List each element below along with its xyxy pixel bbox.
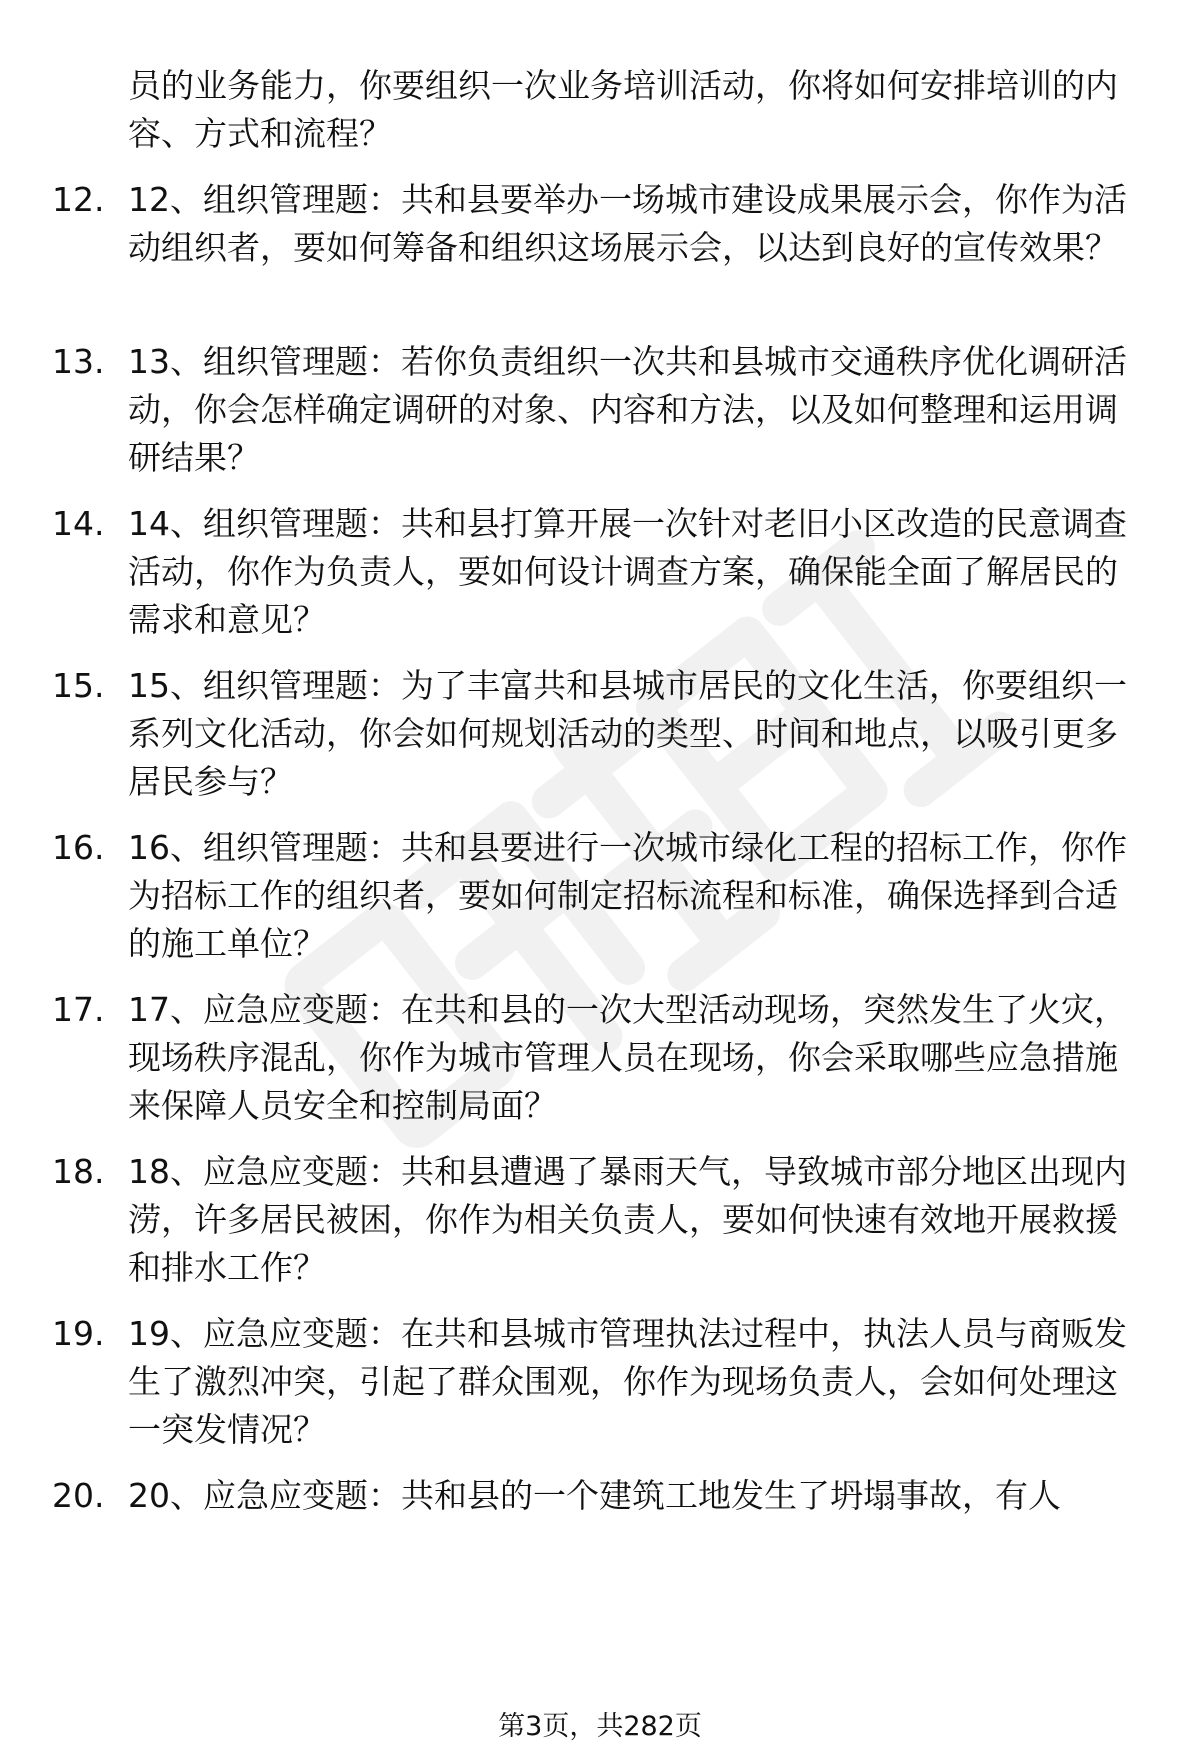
question-text: 20、应急应变题：共和县的一个建筑工地发生了坍塌事故，有人 [128, 1476, 1061, 1515]
question-text: 17、应急应变题：在共和县的一次大型活动现场，突然发生了火灾，现场秩序混乱，你作为城市管理人员在现场，你会采取哪些应急措施来保障人员安全和控制局面？ [128, 990, 1127, 1125]
list-number: 13. [52, 342, 105, 381]
list-number: 19. [52, 1314, 105, 1353]
list-number: 14. [52, 504, 105, 543]
question-text: 12、组织管理题：共和县要举办一场城市建设成果展示会，你作为活动组织者，要如何筹备和组织这场展示会，以达到良好的宣传效果？ [128, 180, 1127, 267]
question-text: 15、组织管理题：为了丰富共和县城市居民的文化生活，你要组织一系列文化活动，你会如何规划活动的类型、时间和地点，以吸引更多居民参与？ [128, 666, 1127, 801]
question-text: 14、组织管理题：共和县打算开展一次针对老旧小区改造的民意调查活动，你作为负责人，要如何设计调查方案，确保能全面了解居民的需求和意见？ [128, 504, 1127, 639]
question-text: 13、组织管理题：若你负责组织一次共和县城市交通秩序优化调研活动，你会怎样确定调研的对象、内容和方法，以及如何整理和运用调研结果？ [128, 342, 1127, 477]
list-number: 18. [52, 1152, 105, 1191]
question-text: 16、组织管理题：共和县要进行一次城市绿化工程的招标工作，你作为招标工作的组织者，要如何制定招标流程和标准，确保选择到合适的施工单位？ [128, 828, 1127, 963]
list-number: 15. [52, 666, 105, 705]
continuation-paragraph: 员的业务能力，你要组织一次业务培训活动，你将如何安排培训的内容、方式和流程？ [128, 66, 1118, 153]
list-number: 16. [52, 828, 105, 867]
list-number: 20. [52, 1476, 105, 1515]
page-footer: 第3页，共282页 [498, 1711, 702, 1742]
question-text: 18、应急应变题：共和县遭遇了暴雨天气，导致城市部分地区出现内涝，许多居民被困，你作为相关负责人，要如何快速有效地开展救援和排水工作？ [128, 1152, 1127, 1287]
list-number: 12. [52, 180, 105, 219]
question-text: 19、应急应变题：在共和县城市管理执法过程中，执法人员与商贩发生了激烈冲突，引起了群众围观，你作为现场负责人，会如何处理这一突发情况？ [128, 1314, 1127, 1449]
list-number: 17. [52, 990, 105, 1029]
